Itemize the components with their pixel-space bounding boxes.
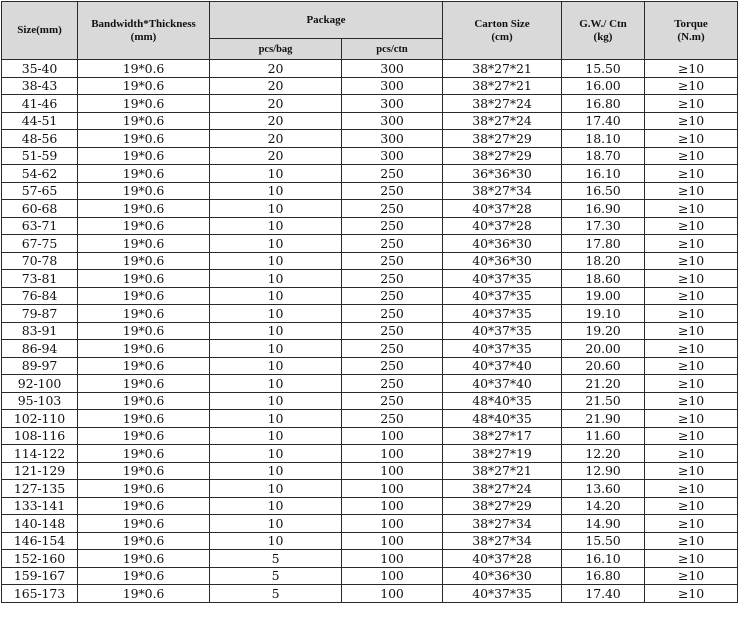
table-row (2, 445, 738, 463)
cell-pcs-ctn: 250 (342, 235, 443, 253)
cell-gross-weight: 17.80 (562, 235, 645, 253)
cell-carton-size: 40*36*30 (443, 567, 562, 585)
cell-size: 95-103 (2, 392, 78, 410)
cell-pcs-ctn: 250 (342, 217, 443, 235)
table-row (2, 532, 738, 550)
cell-torque: ≥10 (645, 77, 738, 95)
table-row (2, 252, 738, 270)
cell-pcs-ctn: 100 (342, 480, 443, 498)
cell-pcs-bag: 10 (210, 375, 342, 393)
cell-torque: ≥10 (645, 462, 738, 480)
cell-pcs-ctn: 250 (342, 305, 443, 323)
cell-torque: ≥10 (645, 182, 738, 200)
cell-pcs-bag: 5 (210, 550, 342, 568)
cell-carton-size: 40*36*30 (443, 235, 562, 253)
table-row (2, 357, 738, 375)
table-row (2, 427, 738, 445)
table-row (2, 462, 738, 480)
cell-bandwidth-thickness: 19*0.6 (78, 165, 210, 183)
cell-size: 108-116 (2, 427, 78, 445)
cell-size: 79-87 (2, 305, 78, 323)
cell-gross-weight: 16.50 (562, 182, 645, 200)
cell-gross-weight: 21.50 (562, 392, 645, 410)
cell-bandwidth-thickness: 19*0.6 (78, 585, 210, 603)
cell-size: 35-40 (2, 60, 78, 78)
table-row (2, 497, 738, 515)
cell-pcs-ctn: 100 (342, 462, 443, 480)
table-row (2, 305, 738, 323)
header-torque-line2: (N.m) (677, 30, 705, 43)
cell-carton-size: 38*27*21 (443, 77, 562, 95)
header-carton-size (443, 2, 562, 60)
cell-bandwidth-thickness: 19*0.6 (78, 322, 210, 340)
cell-gross-weight: 18.10 (562, 130, 645, 148)
cell-pcs-bag: 5 (210, 585, 342, 603)
cell-gross-weight: 17.40 (562, 112, 645, 130)
cell-pcs-bag: 20 (210, 95, 342, 113)
cell-pcs-bag: 5 (210, 567, 342, 585)
cell-pcs-ctn: 100 (342, 515, 443, 533)
cell-gross-weight: 16.10 (562, 165, 645, 183)
cell-bandwidth-thickness: 19*0.6 (78, 235, 210, 253)
cell-pcs-bag: 10 (210, 462, 342, 480)
cell-torque: ≥10 (645, 270, 738, 288)
cell-carton-size: 38*27*21 (443, 60, 562, 78)
cell-pcs-bag: 20 (210, 60, 342, 78)
cell-torque: ≥10 (645, 497, 738, 515)
cell-pcs-ctn: 250 (342, 200, 443, 218)
table-row (2, 270, 738, 288)
cell-pcs-bag: 10 (210, 287, 342, 305)
cell-carton-size: 38*27*34 (443, 182, 562, 200)
cell-gross-weight: 17.30 (562, 217, 645, 235)
cell-size: 86-94 (2, 340, 78, 358)
cell-carton-size: 38*27*24 (443, 112, 562, 130)
cell-pcs-ctn: 100 (342, 427, 443, 445)
cell-size: 127-135 (2, 480, 78, 498)
cell-torque: ≥10 (645, 252, 738, 270)
cell-pcs-ctn: 100 (342, 550, 443, 568)
cell-bandwidth-thickness: 19*0.6 (78, 375, 210, 393)
cell-pcs-ctn: 100 (342, 567, 443, 585)
cell-carton-size: 38*27*29 (443, 130, 562, 148)
cell-gross-weight: 16.00 (562, 77, 645, 95)
cell-torque: ≥10 (645, 480, 738, 498)
table-row (2, 480, 738, 498)
cell-size: 48-56 (2, 130, 78, 148)
header-gw-line2: (kg) (593, 30, 613, 43)
cell-torque: ≥10 (645, 305, 738, 323)
spec-table (1, 1, 738, 603)
cell-bandwidth-thickness: 19*0.6 (78, 357, 210, 375)
cell-gross-weight: 14.90 (562, 515, 645, 533)
cell-torque: ≥10 (645, 375, 738, 393)
cell-gross-weight: 18.70 (562, 147, 645, 165)
cell-bandwidth-thickness: 19*0.6 (78, 130, 210, 148)
cell-bandwidth-thickness: 19*0.6 (78, 445, 210, 463)
cell-carton-size: 38*27*24 (443, 480, 562, 498)
cell-pcs-bag: 10 (210, 305, 342, 323)
cell-pcs-bag: 10 (210, 497, 342, 515)
cell-pcs-bag: 20 (210, 112, 342, 130)
table-row (2, 217, 738, 235)
cell-carton-size: 38*27*17 (443, 427, 562, 445)
cell-pcs-bag: 10 (210, 270, 342, 288)
cell-pcs-bag: 10 (210, 217, 342, 235)
cell-bandwidth-thickness: 19*0.6 (78, 410, 210, 428)
cell-carton-size: 40*37*35 (443, 305, 562, 323)
cell-carton-size: 48*40*35 (443, 392, 562, 410)
cell-torque: ≥10 (645, 550, 738, 568)
cell-pcs-ctn: 250 (342, 287, 443, 305)
cell-gross-weight: 16.10 (562, 550, 645, 568)
cell-gross-weight: 13.60 (562, 480, 645, 498)
table-row (2, 392, 738, 410)
cell-size: 152-160 (2, 550, 78, 568)
cell-torque: ≥10 (645, 515, 738, 533)
cell-carton-size: 38*27*19 (443, 445, 562, 463)
cell-size: 44-51 (2, 112, 78, 130)
cell-pcs-ctn: 300 (342, 130, 443, 148)
table-row (2, 585, 738, 603)
cell-size: 133-141 (2, 497, 78, 515)
cell-pcs-bag: 10 (210, 200, 342, 218)
cell-size: 76-84 (2, 287, 78, 305)
cell-carton-size: 40*37*35 (443, 340, 562, 358)
table-row (2, 112, 738, 130)
cell-pcs-bag: 20 (210, 130, 342, 148)
cell-torque: ≥10 (645, 322, 738, 340)
cell-torque: ≥10 (645, 235, 738, 253)
cell-pcs-ctn: 250 (342, 182, 443, 200)
cell-pcs-ctn: 100 (342, 445, 443, 463)
cell-pcs-ctn: 250 (342, 392, 443, 410)
cell-gross-weight: 17.40 (562, 585, 645, 603)
cell-pcs-bag: 10 (210, 340, 342, 358)
cell-size: 102-110 (2, 410, 78, 428)
cell-torque: ≥10 (645, 392, 738, 410)
cell-pcs-ctn: 250 (342, 340, 443, 358)
cell-pcs-bag: 10 (210, 427, 342, 445)
cell-size: 140-148 (2, 515, 78, 533)
cell-size: 89-97 (2, 357, 78, 375)
cell-torque: ≥10 (645, 200, 738, 218)
cell-torque: ≥10 (645, 217, 738, 235)
table-row (2, 287, 738, 305)
cell-size: 114-122 (2, 445, 78, 463)
cell-carton-size: 40*37*35 (443, 585, 562, 603)
cell-bandwidth-thickness: 19*0.6 (78, 392, 210, 410)
header-torque (645, 2, 738, 60)
cell-torque: ≥10 (645, 532, 738, 550)
cell-gross-weight: 12.20 (562, 445, 645, 463)
table-body (2, 60, 738, 603)
header-torque-line1: Torque (674, 17, 708, 30)
table-row (2, 410, 738, 428)
cell-torque: ≥10 (645, 130, 738, 148)
header-bandwidth (78, 2, 210, 60)
table-row (2, 77, 738, 95)
cell-size: 63-71 (2, 217, 78, 235)
cell-bandwidth-thickness: 19*0.6 (78, 60, 210, 78)
cell-carton-size: 38*27*21 (443, 462, 562, 480)
cell-bandwidth-thickness: 19*0.6 (78, 515, 210, 533)
cell-pcs-ctn: 250 (342, 357, 443, 375)
cell-torque: ≥10 (645, 147, 738, 165)
cell-torque: ≥10 (645, 287, 738, 305)
cell-gross-weight: 21.20 (562, 375, 645, 393)
cell-gross-weight: 15.50 (562, 532, 645, 550)
cell-pcs-bag: 10 (210, 515, 342, 533)
cell-gross-weight: 14.20 (562, 497, 645, 515)
cell-torque: ≥10 (645, 567, 738, 585)
cell-carton-size: 38*27*29 (443, 497, 562, 515)
cell-pcs-ctn: 300 (342, 112, 443, 130)
cell-bandwidth-thickness: 19*0.6 (78, 252, 210, 270)
cell-carton-size: 40*37*35 (443, 322, 562, 340)
table-row (2, 322, 738, 340)
cell-pcs-bag: 10 (210, 235, 342, 253)
cell-torque: ≥10 (645, 340, 738, 358)
header-bandwidth-line2: (mm) (130, 30, 157, 43)
cell-carton-size: 38*27*34 (443, 515, 562, 533)
cell-carton-size: 38*27*29 (443, 147, 562, 165)
cell-bandwidth-thickness: 19*0.6 (78, 287, 210, 305)
cell-carton-size: 40*36*30 (443, 252, 562, 270)
cell-pcs-ctn: 300 (342, 60, 443, 78)
cell-bandwidth-thickness: 19*0.6 (78, 340, 210, 358)
cell-bandwidth-thickness: 19*0.6 (78, 427, 210, 445)
table-row (2, 165, 738, 183)
table-row (2, 60, 738, 78)
cell-size: 38-43 (2, 77, 78, 95)
cell-gross-weight: 18.60 (562, 270, 645, 288)
cell-size: 165-173 (2, 585, 78, 603)
cell-pcs-ctn: 250 (342, 375, 443, 393)
cell-bandwidth-thickness: 19*0.6 (78, 462, 210, 480)
cell-pcs-bag: 10 (210, 322, 342, 340)
table-row (2, 200, 738, 218)
cell-torque: ≥10 (645, 60, 738, 78)
header-carton-line2: (cm) (491, 30, 513, 43)
header-pcs-bag: pcs/bag (210, 39, 342, 60)
cell-pcs-bag: 10 (210, 165, 342, 183)
cell-pcs-ctn: 100 (342, 532, 443, 550)
cell-gross-weight: 16.80 (562, 95, 645, 113)
cell-torque: ≥10 (645, 112, 738, 130)
header-package: Package (210, 2, 443, 39)
cell-carton-size: 40*37*28 (443, 217, 562, 235)
cell-carton-size: 40*37*40 (443, 357, 562, 375)
cell-gross-weight: 20.00 (562, 340, 645, 358)
cell-torque: ≥10 (645, 165, 738, 183)
cell-bandwidth-thickness: 19*0.6 (78, 567, 210, 585)
cell-torque: ≥10 (645, 427, 738, 445)
cell-torque: ≥10 (645, 95, 738, 113)
cell-pcs-ctn: 100 (342, 585, 443, 603)
cell-size: 121-129 (2, 462, 78, 480)
cell-size: 70-78 (2, 252, 78, 270)
cell-carton-size: 40*37*28 (443, 550, 562, 568)
cell-carton-size: 38*27*34 (443, 532, 562, 550)
cell-gross-weight: 19.10 (562, 305, 645, 323)
header-gross-weight (562, 2, 645, 60)
cell-bandwidth-thickness: 19*0.6 (78, 497, 210, 515)
cell-pcs-ctn: 250 (342, 165, 443, 183)
cell-pcs-bag: 10 (210, 182, 342, 200)
cell-pcs-bag: 10 (210, 392, 342, 410)
header-gw-line1: G.W./ Ctn (579, 17, 627, 30)
cell-size: 92-100 (2, 375, 78, 393)
cell-gross-weight: 19.00 (562, 287, 645, 305)
cell-bandwidth-thickness: 19*0.6 (78, 550, 210, 568)
cell-pcs-bag: 10 (210, 532, 342, 550)
cell-carton-size: 48*40*35 (443, 410, 562, 428)
table-header (2, 2, 738, 60)
cell-torque: ≥10 (645, 585, 738, 603)
cell-pcs-ctn: 250 (342, 252, 443, 270)
header-carton-line1: Carton Size (474, 17, 530, 30)
cell-size: 83-91 (2, 322, 78, 340)
table-row (2, 182, 738, 200)
cell-torque: ≥10 (645, 445, 738, 463)
header-row (2, 2, 738, 39)
cell-bandwidth-thickness: 19*0.6 (78, 112, 210, 130)
cell-gross-weight: 12.90 (562, 462, 645, 480)
cell-size: 159-167 (2, 567, 78, 585)
table-row (2, 550, 738, 568)
cell-torque: ≥10 (645, 410, 738, 428)
cell-bandwidth-thickness: 19*0.6 (78, 200, 210, 218)
cell-pcs-ctn: 300 (342, 147, 443, 165)
header-bandwidth-line1: Bandwidth*Thickness (91, 17, 196, 30)
cell-carton-size: 36*36*30 (443, 165, 562, 183)
table-row (2, 235, 738, 253)
cell-pcs-ctn: 250 (342, 270, 443, 288)
cell-gross-weight: 19.20 (562, 322, 645, 340)
cell-carton-size: 40*37*40 (443, 375, 562, 393)
cell-size: 67-75 (2, 235, 78, 253)
table-row (2, 340, 738, 358)
cell-gross-weight: 20.60 (562, 357, 645, 375)
cell-pcs-bag: 20 (210, 77, 342, 95)
cell-pcs-bag: 10 (210, 445, 342, 463)
cell-size: 41-46 (2, 95, 78, 113)
cell-carton-size: 38*27*24 (443, 95, 562, 113)
table-row (2, 95, 738, 113)
table-row (2, 375, 738, 393)
cell-bandwidth-thickness: 19*0.6 (78, 147, 210, 165)
cell-bandwidth-thickness: 19*0.6 (78, 95, 210, 113)
cell-gross-weight: 16.90 (562, 200, 645, 218)
cell-gross-weight: 15.50 (562, 60, 645, 78)
cell-gross-weight: 16.80 (562, 567, 645, 585)
table-row (2, 515, 738, 533)
cell-bandwidth-thickness: 19*0.6 (78, 77, 210, 95)
table-row (2, 147, 738, 165)
cell-pcs-bag: 10 (210, 357, 342, 375)
cell-size: 73-81 (2, 270, 78, 288)
cell-size: 146-154 (2, 532, 78, 550)
header-size: Size(mm) (2, 2, 78, 60)
cell-bandwidth-thickness: 19*0.6 (78, 217, 210, 235)
cell-size: 51-59 (2, 147, 78, 165)
header-pcs-ctn: pcs/ctn (342, 39, 443, 60)
cell-gross-weight: 21.90 (562, 410, 645, 428)
cell-carton-size: 40*37*35 (443, 270, 562, 288)
cell-pcs-ctn: 300 (342, 77, 443, 95)
cell-gross-weight: 11.60 (562, 427, 645, 445)
cell-pcs-bag: 10 (210, 480, 342, 498)
cell-pcs-ctn: 250 (342, 410, 443, 428)
cell-pcs-bag: 20 (210, 147, 342, 165)
cell-carton-size: 40*37*35 (443, 287, 562, 305)
cell-pcs-ctn: 100 (342, 497, 443, 515)
cell-torque: ≥10 (645, 357, 738, 375)
cell-pcs-bag: 10 (210, 252, 342, 270)
cell-bandwidth-thickness: 19*0.6 (78, 270, 210, 288)
cell-size: 60-68 (2, 200, 78, 218)
cell-bandwidth-thickness: 19*0.6 (78, 480, 210, 498)
table-row (2, 130, 738, 148)
cell-pcs-bag: 10 (210, 410, 342, 428)
cell-gross-weight: 18.20 (562, 252, 645, 270)
cell-carton-size: 40*37*28 (443, 200, 562, 218)
cell-pcs-ctn: 300 (342, 95, 443, 113)
cell-size: 54-62 (2, 165, 78, 183)
cell-size: 57-65 (2, 182, 78, 200)
cell-bandwidth-thickness: 19*0.6 (78, 532, 210, 550)
cell-bandwidth-thickness: 19*0.6 (78, 305, 210, 323)
cell-bandwidth-thickness: 19*0.6 (78, 182, 210, 200)
cell-pcs-ctn: 250 (342, 322, 443, 340)
table-row (2, 567, 738, 585)
